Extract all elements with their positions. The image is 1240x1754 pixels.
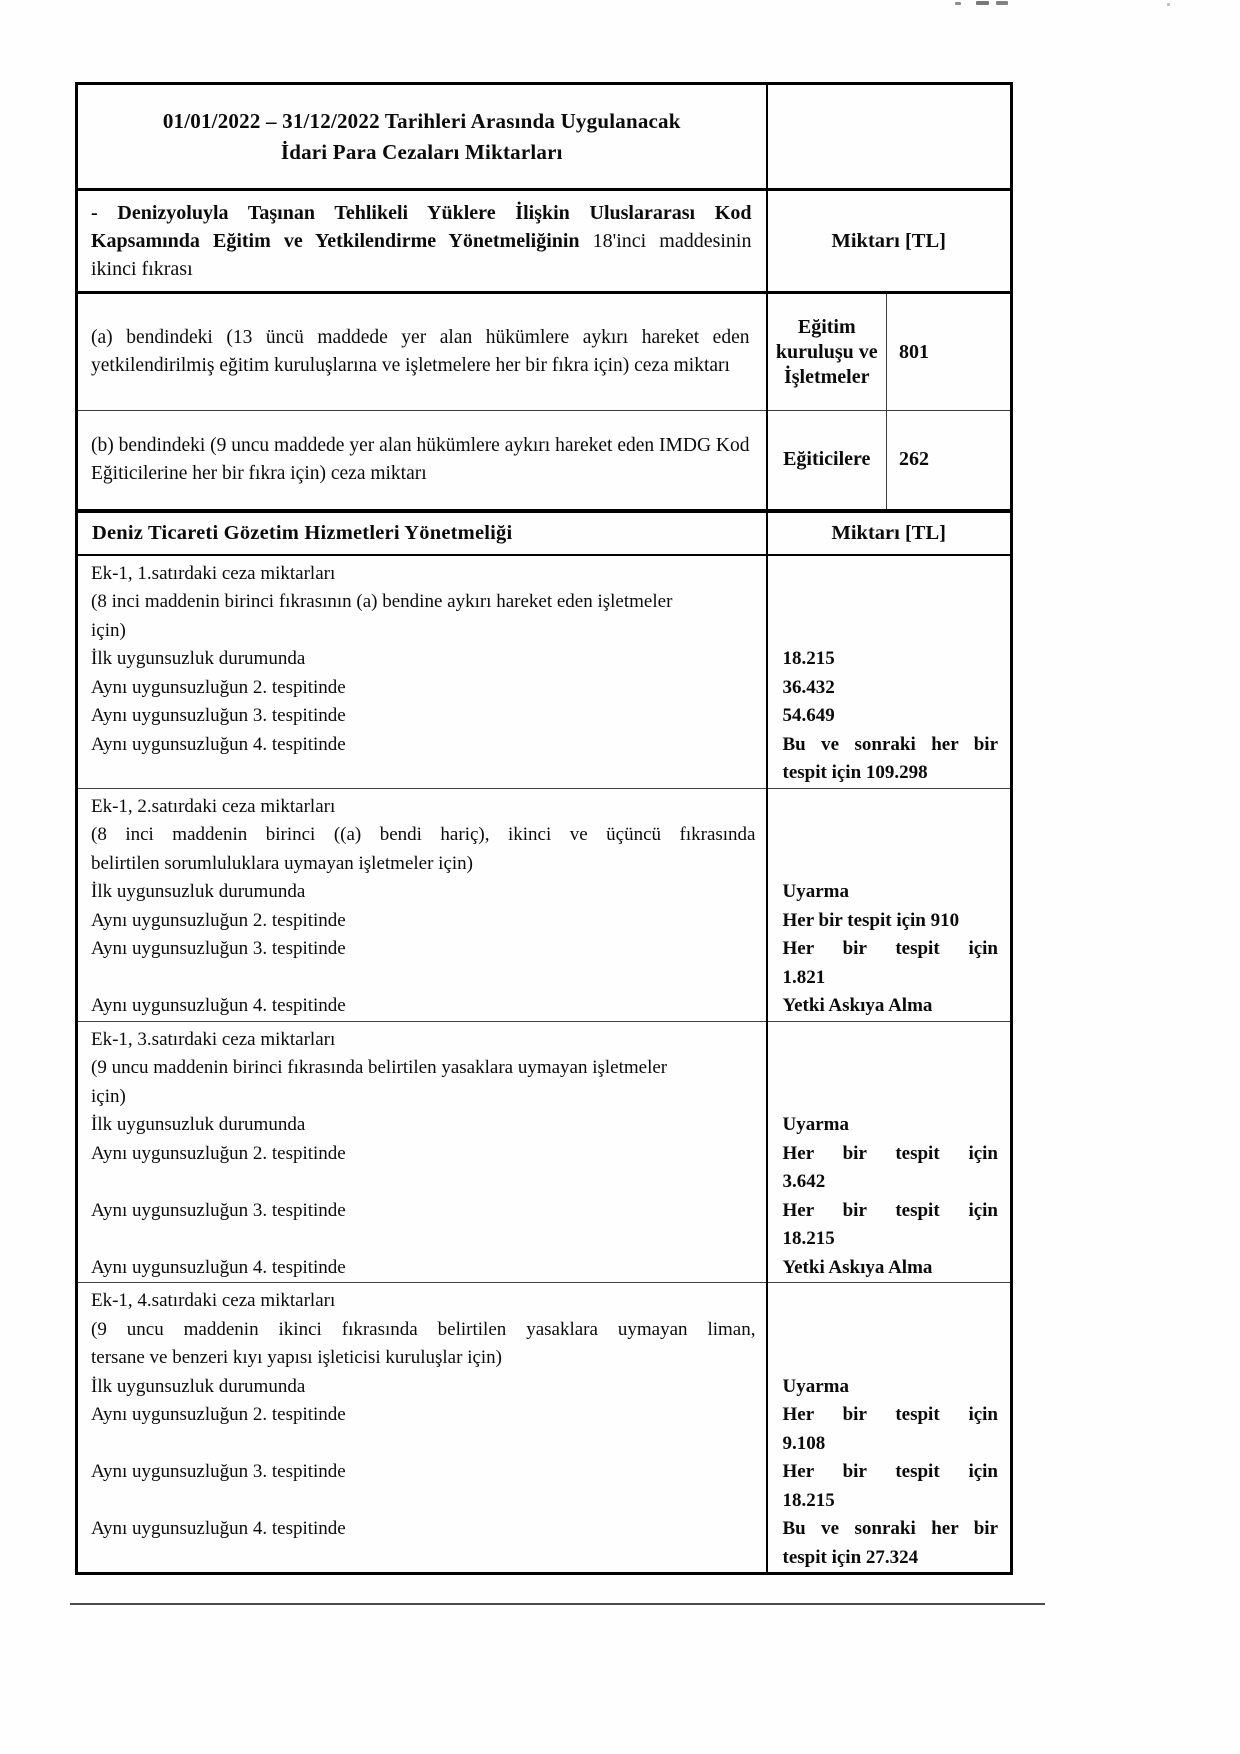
- table-line: Uyarma: [782, 881, 849, 902]
- table-line: Aynı uygunsuzluğun 2. tespitinde: [91, 1404, 346, 1425]
- table-line: tespit için 109.298: [782, 762, 928, 783]
- section1-heading: [78, 191, 766, 291]
- penalty-row-b: [77, 411, 1012, 511]
- table-line: [783, 1026, 999, 1055]
- table-line: [91, 1487, 756, 1516]
- table-line: Aynı uygunsuzluğun 2. tespitinde: [91, 1142, 346, 1164]
- section1-heading-regular: 18'inci maddesinin ikinci fıkrası: [91, 230, 752, 280]
- table-line: Uyarma: [782, 1375, 849, 1397]
- table-line: (9 uncu maddenin ikinci fıkrasında belirtilen yasaklara uymayan liman,: [91, 1318, 756, 1340]
- table-line: 36.432: [782, 676, 835, 698]
- table-title: [78, 106, 766, 168]
- penalty-block-4: [77, 1283, 1012, 1574]
- table-line: tersane ve benzeri kıyı yapısı işleticisi kuruluşlar için): [91, 1347, 503, 1368]
- table-line: İlk uygunsuzluk durumunda: [91, 1375, 306, 1397]
- block-4-amounts: [767, 1283, 1012, 1574]
- table-line: 1.821: [782, 966, 826, 988]
- table-line: Her bir tespit için: [782, 1142, 998, 1164]
- row-a-description: (a) bendindeki (13 üncü maddede yer alan hükümlere aykırı hareket eden yetkilendirilmiş eğitim kuruluşlarına ve işletmelere her bir fıkra için) ceza miktarı: [91, 327, 750, 376]
- table-line: Her bir tespit için 910: [782, 909, 960, 931]
- table-line: Aynı uygunsuzluğun 2. tespitinde: [91, 676, 346, 698]
- table-line: 18.215: [782, 1228, 835, 1249]
- row-a-amount: 801: [887, 293, 1012, 411]
- table-line: belirtilen sorumluluklara uymayan işletmeler için): [91, 852, 473, 874]
- penalty-block-1: [77, 555, 1012, 789]
- table-line: İlk uygunsuzluk durumunda: [91, 881, 306, 902]
- table-line: Her bir tespit için: [782, 938, 998, 959]
- penalties-table: [75, 82, 1013, 1575]
- table-line: Ek-1, 2.satırdaki ceza miktarları: [91, 795, 336, 817]
- table-line: (9 uncu maddenin birinci fıkrasında belirtilen yasaklara uymayan işletmeler: [91, 1057, 668, 1078]
- table-line: Aynı uygunsuzluğun 3. tespitinde: [91, 1199, 346, 1221]
- table-line: [91, 1168, 756, 1197]
- table-line: (8 inci maddenin birinci ((a) bendi hariç), ikinci ve üçüncü fıkrasında: [91, 824, 756, 845]
- table-line: [91, 1225, 756, 1254]
- table-line: Her bir tespit için: [782, 1404, 998, 1425]
- table-line: İlk uygunsuzluk durumunda: [91, 1114, 306, 1135]
- table-line: [91, 1430, 756, 1459]
- table-title-line1: 01/01/2022 – 31/12/2022 Tarihleri Arasında Uygulanacak: [162, 108, 681, 133]
- row-b-description: (b) bendindeki (9 uncu maddede yer alan hükümlere aykırı hareket eden IMDG Kod Eğiticilerine her bir fıkra için) ceza miktarı: [91, 434, 750, 484]
- block-1-amounts: [767, 555, 1012, 789]
- table-line: Aynı uygunsuzluğun 3. tespitinde: [91, 1461, 346, 1482]
- section2-heading: Deniz Ticareti Gözetim Hizmetleri Yönetmeliği: [77, 511, 767, 555]
- section1-heading-bold: - Denizyoluyla Taşınan Tehlikeli Yüklere İlişkin Uluslararası Kod Kapsamında Eğitim ve Yetkilendirme Yönetmeliğinin: [91, 202, 752, 252]
- title-row-empty-cell: [767, 84, 1012, 190]
- table-line: İlk uygunsuzluk durumunda: [91, 648, 306, 669]
- table-line: için): [91, 1085, 126, 1107]
- table-line: Yetki Askıya Alma: [782, 1256, 933, 1278]
- table-line: [783, 1287, 999, 1316]
- table-line: 9.108: [782, 1432, 826, 1454]
- table-line: Aynı uygunsuzluğun 2. tespitinde: [91, 909, 346, 931]
- row-a-target: Eğitim kuruluşu ve İşletmeler: [767, 293, 887, 411]
- table-line: Her bir tespit için: [782, 1199, 998, 1221]
- table-line: Aynı uygunsuzluğun 4. tespitinde: [91, 1518, 346, 1539]
- table-line: Uyarma: [782, 1114, 849, 1135]
- table-line: Aynı uygunsuzluğun 3. tespitinde: [91, 705, 346, 726]
- table-line: (8 inci maddenin birinci fıkrasının (a) bendine aykırı hareket eden işletmeler: [91, 591, 673, 612]
- table-line: Ek-1, 1.satırdaki ceza miktarları: [91, 562, 336, 584]
- section1-header-row: [77, 190, 1012, 293]
- title-row: [77, 84, 1012, 190]
- block-3-amounts: [767, 1021, 1012, 1283]
- row-b-amount: 262: [887, 411, 1012, 511]
- table-line: Bu ve sonraki her bir: [782, 733, 998, 755]
- section1-heading-cell: [77, 190, 767, 293]
- row-a-description-cell: [77, 293, 767, 411]
- scan-artifact: [996, 1, 1008, 5]
- table-line: 3.642: [782, 1171, 826, 1192]
- block-2-amounts: [767, 788, 1012, 1021]
- table-title-cell: [77, 84, 767, 190]
- table-line: tespit için 27.324: [782, 1546, 919, 1568]
- table-line: [783, 560, 999, 589]
- scan-artifact: [976, 1, 989, 5]
- section2-header-row: [77, 511, 1012, 555]
- page-divider-line: [70, 1603, 1045, 1605]
- block-1-descriptions: [77, 555, 767, 789]
- table-line: Bu ve sonraki her bir: [782, 1518, 998, 1539]
- table-line: Aynı uygunsuzluğun 4. tespitinde: [91, 995, 346, 1016]
- table-title-line2: İdari Para Cezaları Miktarları: [280, 139, 563, 164]
- table-line: [783, 821, 999, 850]
- table-line: [783, 1083, 999, 1112]
- table-line: 18.215: [782, 648, 835, 669]
- penalty-block-3: [77, 1021, 1012, 1283]
- table-line: için): [91, 619, 126, 641]
- table-line: [783, 617, 999, 646]
- penalty-block-2: [77, 788, 1012, 1021]
- table-line: 54.649: [782, 705, 835, 726]
- section1-amount-header: Miktarı [TL]: [767, 190, 1012, 293]
- table-line: [783, 1316, 999, 1345]
- row-b-description-cell: [77, 411, 767, 511]
- table-line: [91, 964, 756, 993]
- table-line: Aynı uygunsuzluğun 4. tespitinde: [91, 1256, 346, 1278]
- table-line: [783, 1344, 999, 1373]
- block-3-descriptions: [77, 1021, 767, 1283]
- table-line: [783, 793, 999, 822]
- table-line: Aynı uygunsuzluğun 3. tespitinde: [91, 938, 346, 959]
- table-line: 18.215: [782, 1489, 835, 1511]
- table-line: Her bir tespit için: [782, 1461, 998, 1482]
- table-line: Yetki Askıya Alma: [782, 995, 933, 1016]
- table-line: [783, 1054, 999, 1083]
- table-line: Ek-1, 4.satırdaki ceza miktarları: [91, 1290, 336, 1311]
- table-line: Aynı uygunsuzluğun 4. tespitinde: [91, 733, 346, 755]
- row-b-target: Eğiticilere: [767, 411, 887, 511]
- penalty-row-a: [77, 293, 1012, 411]
- block-4-descriptions: [77, 1283, 767, 1574]
- table-line: [783, 588, 999, 617]
- section2-amount-header: Miktarı [TL]: [767, 511, 1012, 555]
- block-2-descriptions: [77, 788, 767, 1021]
- scan-artifact: [955, 2, 961, 5]
- scan-artifact: [1167, 3, 1170, 6]
- table-line: Ek-1, 3.satırdaki ceza miktarları: [91, 1028, 336, 1050]
- table-line: [783, 850, 999, 879]
